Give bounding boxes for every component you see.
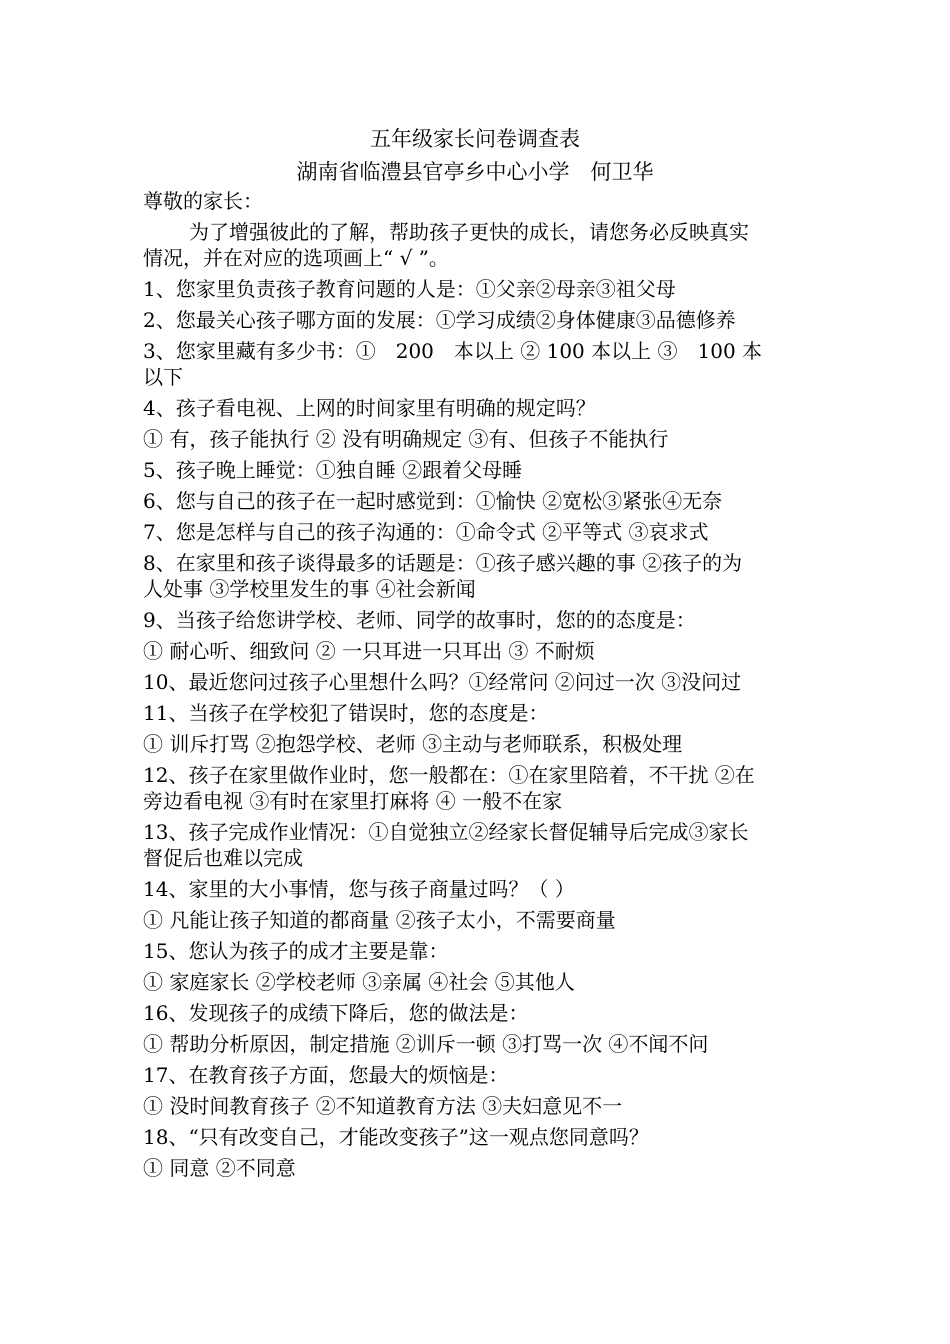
questionnaire-body <box>143 188 811 1181</box>
question-17: 17、在教育孩子方面，您最大的烦恼是： <box>143 1063 509 1087</box>
question-5: 5、孩子晚上睡觉：①独自睡 ②跟着父母睡 <box>143 458 523 482</box>
question-13-cont: 督促后也难以完成 <box>143 846 303 870</box>
question-10: 10、最近您问过孩子心里想什么吗？①经常问 ②问过一次 ③没问过 <box>143 670 742 694</box>
question-3: 3、您家里藏有多少书：① 200 本以上 ② 100 本以上 ③ 100 本 <box>143 339 763 363</box>
question-11: 11、当孩子在学校犯了错误时，您的态度是： <box>143 701 549 725</box>
question-3-cont: 以下 <box>143 365 183 389</box>
question-17-options: ① 没时间教育孩子 ②不知道教育方法 ③夫妇意见不一 <box>143 1094 623 1118</box>
question-12-cont: 旁边看电视 ③有时在家里打麻将 ④ 一般不在家 <box>143 789 563 813</box>
page-title: 五年级家长问卷调查表 <box>370 127 580 151</box>
question-1: 1、您家里负责孩子教育问题的人是：①父亲②母亲③祖父母 <box>143 277 676 301</box>
question-14: 14、家里的大小事情，您与孩子商量过吗？（ ） <box>143 877 575 901</box>
question-9-options: ① 耐心听、细致问 ② 一只耳进一只耳出 ③ 不耐烦 <box>143 639 595 663</box>
greeting: 尊敬的家长： <box>143 189 263 213</box>
question-4: 4、孩子看电视、上网的时间家里有明确的规定吗？ <box>143 396 596 420</box>
question-18: 18、“只有改变自己，才能改变孩子”这一观点您同意吗？ <box>143 1125 649 1149</box>
question-16: 16、发现孩子的成绩下降后，您的做法是： <box>143 1001 529 1025</box>
question-13: 13、孩子完成作业情况：①自觉独立②经家长督促辅导后完成③家长 <box>143 820 749 844</box>
question-11-options: ① 训斥打骂 ②抱怨学校、老师 ③主动与老师联系，积极处理 <box>143 732 683 756</box>
intro-line-1: 为了增强彼此的了解，帮助孩子更快的成长，请您务必反映真实 <box>189 220 749 244</box>
page-subtitle: 湖南省临澧县官亭乡中心小学 何卫华 <box>296 160 654 184</box>
question-4-options: ① 有，孩子能执行 ② 没有明确规定 ③有、但孩子不能执行 <box>143 427 669 451</box>
question-7: 7、您是怎样与自己的孩子沟通的：①命令式 ②平等式 ③哀求式 <box>143 520 709 544</box>
question-8: 8、在家里和孩子谈得最多的话题是：①孩子感兴趣的事 ②孩子的为 <box>143 551 743 575</box>
question-2: 2、您最关心孩子哪方面的发展：①学习成绩②身体健康③品德修养 <box>143 308 736 332</box>
question-16-options: ① 帮助分析原因，制定措施 ②训斥一顿 ③打骂一次 ④不闻不问 <box>143 1032 709 1056</box>
question-18-options: ① 同意 ②不同意 <box>143 1156 296 1180</box>
question-15-options: ① 家庭家长 ②学校老师 ③亲属 ④社会 ⑤其他人 <box>143 970 575 994</box>
intro-line-2: 情况，并在对应的选项画上“ √ ”。 <box>143 246 449 270</box>
question-6: 6、您与自己的孩子在一起时感觉到：①愉快 ②宽松③紧张④无奈 <box>143 489 723 513</box>
question-12: 12、孩子在家里做作业时，您一般都在：①在家里陪着，不干扰 ②在 <box>143 763 755 787</box>
question-14-options: ① 凡能让孩子知道的都商量 ②孩子太小，不需要商量 <box>143 908 616 932</box>
question-9: 9、当孩子给您讲学校、老师、同学的故事时，您的的态度是： <box>143 608 696 632</box>
question-8-cont: 人处事 ③学校里发生的事 ④社会新闻 <box>143 577 476 601</box>
question-15: 15、您认为孩子的成才主要是靠： <box>143 939 449 963</box>
